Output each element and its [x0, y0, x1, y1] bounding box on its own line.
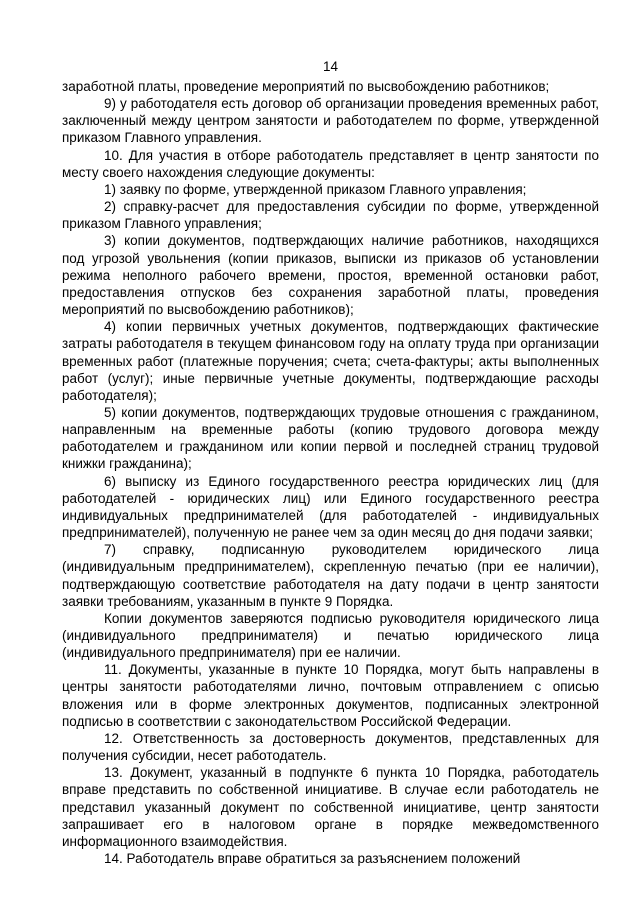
paragraph: 1) заявку по форме, утвержденной приказом Главного управления;: [104, 181, 527, 197]
paragraph: 11. Документы, указанные в пункте 10 Порядка, могут быть направлены в центры занятости работодателями лично, почтовым отправлением с описью вложения или в форме электронных документов, подписанных электронной подписью в соответствии с законодательством Российской Федерации.: [62, 662, 599, 729]
paragraph: 12. Ответственность за достоверность документов, представленных для получения субсидии, несет работодатель.: [62, 730, 599, 764]
paragraph: 5) копии документов, подтверждающих трудовые отношения с гражданином, направленным на временные работы (копию трудового договора между работодателем и гражданином или копии первой и последней страниц трудовой книжки гражданина);: [62, 404, 599, 472]
paragraph: 13. Документ, указанный в подпункте 6 пункта 10 Порядка, работодатель вправе представить по собственной инициативе. В случае если работодатель не представил указанный документ по собственной инициативе, центр занятости запрашивает его в налоговом органе в порядке межведомственного информационного взаимодействия.: [62, 765, 599, 849]
paragraph: 7) справку, подписанную руководителем юридического лица (индивидуальным предпринимателем), скрепленную печатью (при ее наличии), подтверждающую соответствие работодателя на дату подачи в центр занятости заявки требованиям, указанным в пункте 9 Порядка.: [62, 542, 599, 609]
paragraph: 2) справку-расчет для предоставления субсидии по форме, утвержденной приказом Главного управления;: [62, 199, 599, 232]
paragraph: 14. Работодатель вправе обратиться за разъяснением положений: [104, 851, 521, 867]
paragraph: 6) выписку из Единого государственного реестра юридических лиц (для работодателей - юридических лиц) или Единого государственного реестра индивидуальных предпринимателей (для работодателей - индивидуальных предпринимателей), полученную не ранее чем за один месяц до дня подачи заявки;: [62, 473, 599, 541]
paragraph: заработной платы, проведение мероприятий по высвобождению работников;: [62, 79, 550, 94]
document-body: [62, 78, 599, 867]
paragraph: 9) у работодателя есть договор об организации проведения временных работ, заключенный между центром занятости и работодателем по форме, утвержденной приказом Главного управления.: [62, 96, 599, 146]
paragraph: 10. Для участия в отборе работодатель представляет в центр занятости по месту своего нахождения следующие документы:: [62, 147, 599, 180]
page-number: 14: [322, 59, 339, 74]
paragraph: Копии документов заверяются подписью руководителя юридического лица (индивидуального предпринимателя) и печатью юридического лица (индивидуального предпринимателя) при ее наличии.: [62, 610, 599, 661]
paragraph: 4) копии первичных учетных документов, подтверждающих фактические затраты работодателя в текущем финансовом году на оплату труда при организации временных работ (платежные поручения; счета; счета-фактуры; акты выполненных работ (услуг); иные первичные учетные документы, подтверждающие расходы работодателя);: [62, 319, 599, 403]
paragraph: 3) копии документов, подтверждающих наличие работников, находящихся под угрозой увольнения (копии приказов, выписки из приказов об установлении режима неполного рабочего времени, простоя, временной остановки работ, предоставления отпусков без сохранения заработной платы, проведения мероприятий по высвобождению работников);: [62, 233, 599, 318]
